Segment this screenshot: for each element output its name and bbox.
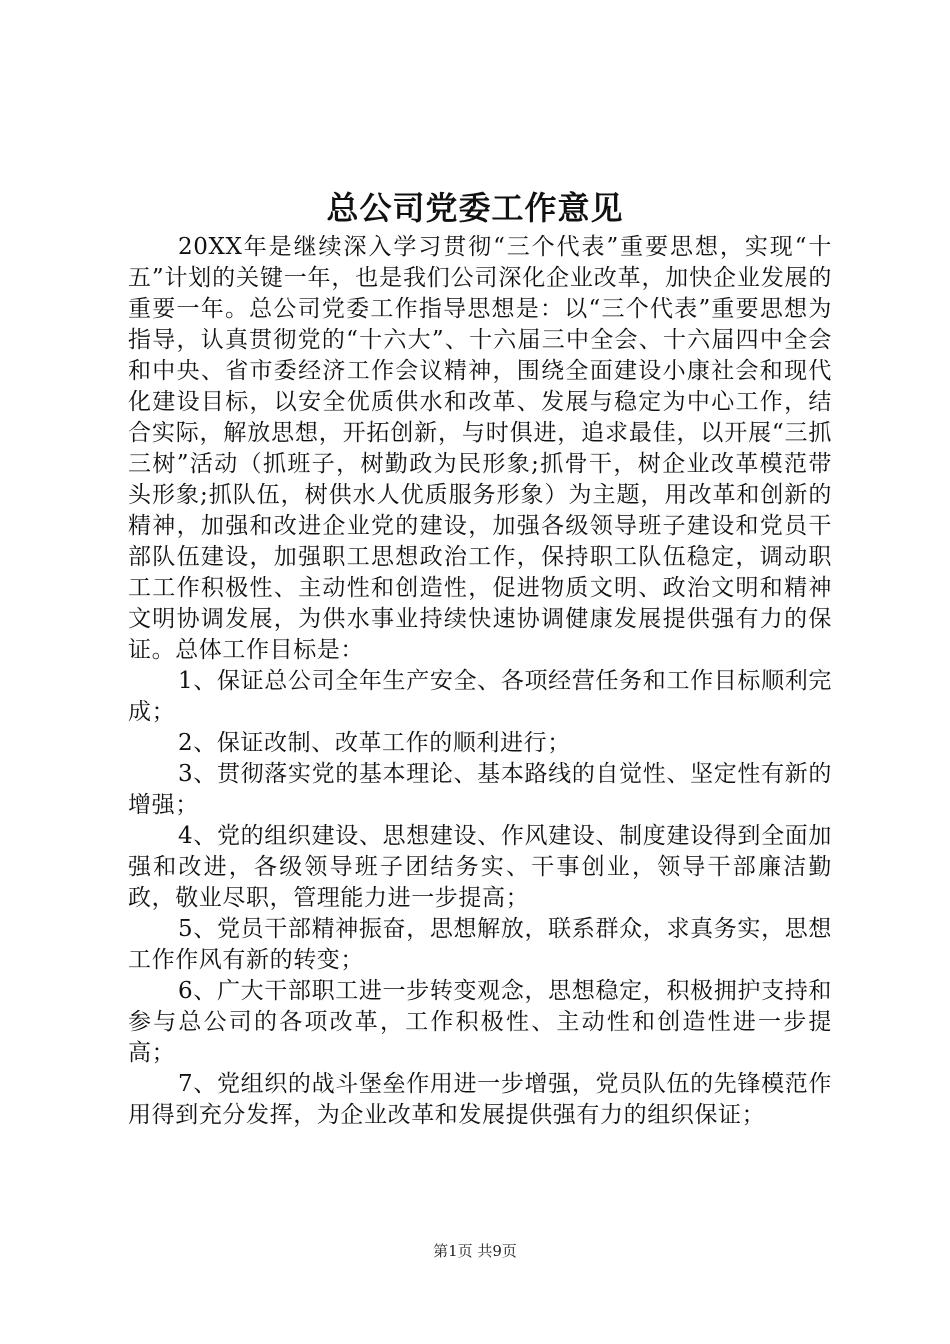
- intro-paragraph: 20XX年是继续深入学习贯彻“三个代表”重要思想，实现“十五”计划的关键一年，也是我们公司深化企业改革，加快企业发展的重要一年。总公司党委工作指导思想是：以“三个代表”重要思想为指导，认真贯彻党的“十六大”、十六届三中全会、十六届四中全会和中央、省市委经济工作会议精神，围绕全面建设小康社会和现代化建设目标，以安全优质供水和改革、发展与稳定为中心工作，结合实际，解放思想，开拓创新，与时俱进，追求最佳，以开展“三抓三树”活动（抓班子，树勤政为民形象;抓骨干，树企业改革模范带头形象;抓队伍，树供水人优质服务形象）为主题，用改革和创新的精神，加强和改进企业党的建设，加强各级领导班子建设和党员干部队伍建设，加强职工思想政治工作，保持职工队伍稳定，调动职工工作积极性、主动性和创造性，促进物质文明、政治文明和精神文明协调发展，为供水事业持续快速协调健康发展提供强有力的保证。总体工作目标是：: [128, 234, 832, 663]
- page-number-footer: 第1页 共9页: [433, 1242, 517, 1260]
- goal-item-5: 5、党员干部精神振奋，思想解放，联系群众，求真务实，思想工作作风有新的转变；: [128, 916, 832, 973]
- goal-item-6: 6、广大干部职工进一步转变观念，思想稳定，积极拥护支持和参与总公司的各项改革，工作积极性、主动性和创造性进一步提高；: [128, 978, 832, 1066]
- goal-item-2: 2、保证改制、改革工作的顺利进行；: [178, 730, 571, 756]
- document-title: 总公司党委工作意见: [326, 189, 624, 227]
- goal-item-7: 7、党组织的战斗堡垒作用进一步增强，党员队伍的先锋模范作用得到充分发挥，为企业改革和发展提供强有力的组织保证；: [128, 1071, 832, 1128]
- goal-item-3: 3、贯彻落实党的基本理论、基本路线的自觉性、坚定性有新的增强；: [128, 761, 832, 818]
- goal-item-1: 1、保证总公司全年生产安全、各项经营任务和工作目标顺利完成；: [128, 668, 832, 725]
- goal-item-4: 4、党的组织建设、思想建设、作风建设、制度建设得到全面加强和改进，各级领导班子团结务实、干事创业，领导干部廉洁勤政，敬业尽职，管理能力进一步提高；: [128, 823, 832, 911]
- document-body: [128, 232, 832, 1131]
